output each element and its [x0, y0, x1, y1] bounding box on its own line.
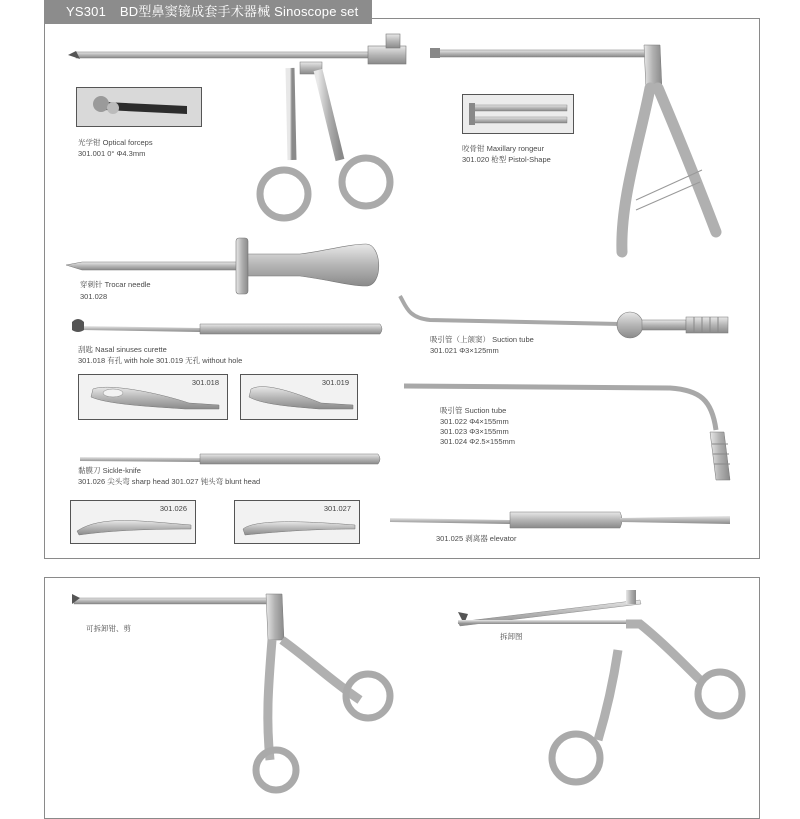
catalog-title: BD型鼻窦镜成套手术器械 Sinoscope set	[119, 4, 359, 19]
suction-name: 吸引管 Suction tube	[440, 406, 507, 415]
curette-spec: 301.018 有孔 with hole 301.019 无孔 without hole	[78, 356, 243, 365]
optical-forceps-spec: 301.001 0° Φ4.3mm	[78, 149, 146, 158]
rongeur-spec: 301.020 枪型 Pistol-Shape	[462, 155, 551, 164]
curette-name: 刮匙 Nasal sinuses curette	[78, 345, 167, 354]
optical-forceps-detail-inset	[76, 87, 202, 127]
sickle-spec: 301.026 尖头弯 sharp head 301.027 钝头弯 blunt head	[78, 477, 261, 486]
inset-code: 301.018	[191, 378, 219, 387]
elevator-illustration	[390, 512, 730, 528]
inset-code: 301.026	[159, 504, 187, 513]
disassembly-illustration	[458, 590, 742, 782]
optical-forceps-name: 光学钳 Optical forceps	[78, 138, 153, 147]
sickle-026-inset	[70, 500, 196, 544]
rongeur-detail-inset	[462, 94, 574, 134]
curette-illustration	[72, 319, 382, 334]
trocar-spec: 301.028	[80, 292, 108, 301]
curette-018-inset	[78, 374, 228, 420]
inset-code: 301.019	[321, 378, 349, 387]
sickle-name: 黏膜刀 Sickle-knife	[78, 466, 141, 475]
suction-spec-2: 301.023 Φ3×155mm	[440, 427, 509, 436]
disassembly-name: 拆卸图	[500, 632, 523, 641]
suction-maxillary-spec: 301.021 Φ3×125mm	[430, 346, 499, 355]
sickle-knife-illustration	[80, 454, 380, 464]
curette-019-inset	[240, 374, 358, 420]
detachable-name: 可拆卸钳、剪	[86, 624, 131, 633]
suction-spec-3: 301.024 Φ2.5×155mm	[440, 437, 515, 446]
inset-code: 301.027	[323, 504, 351, 513]
suction-spec-1: 301.022 Φ4×155mm	[440, 417, 509, 426]
suction-tube-maxillary-illustration	[400, 296, 728, 338]
forceps-tip-detail	[77, 88, 201, 126]
rongeur-name: 咬骨钳 Maxillary rongeur	[462, 144, 545, 153]
sickle-027-inset	[234, 500, 360, 544]
suction-maxillary-name: 吸引管（上颌窦） Suction tube	[430, 335, 534, 344]
rongeur-tip-detail	[463, 95, 573, 133]
trocar-name: 穿刺针 Trocar needle	[80, 280, 151, 289]
elevator-name: 301.025 剥离器 elevator	[436, 534, 517, 543]
catalog-code: YS301	[66, 4, 107, 19]
